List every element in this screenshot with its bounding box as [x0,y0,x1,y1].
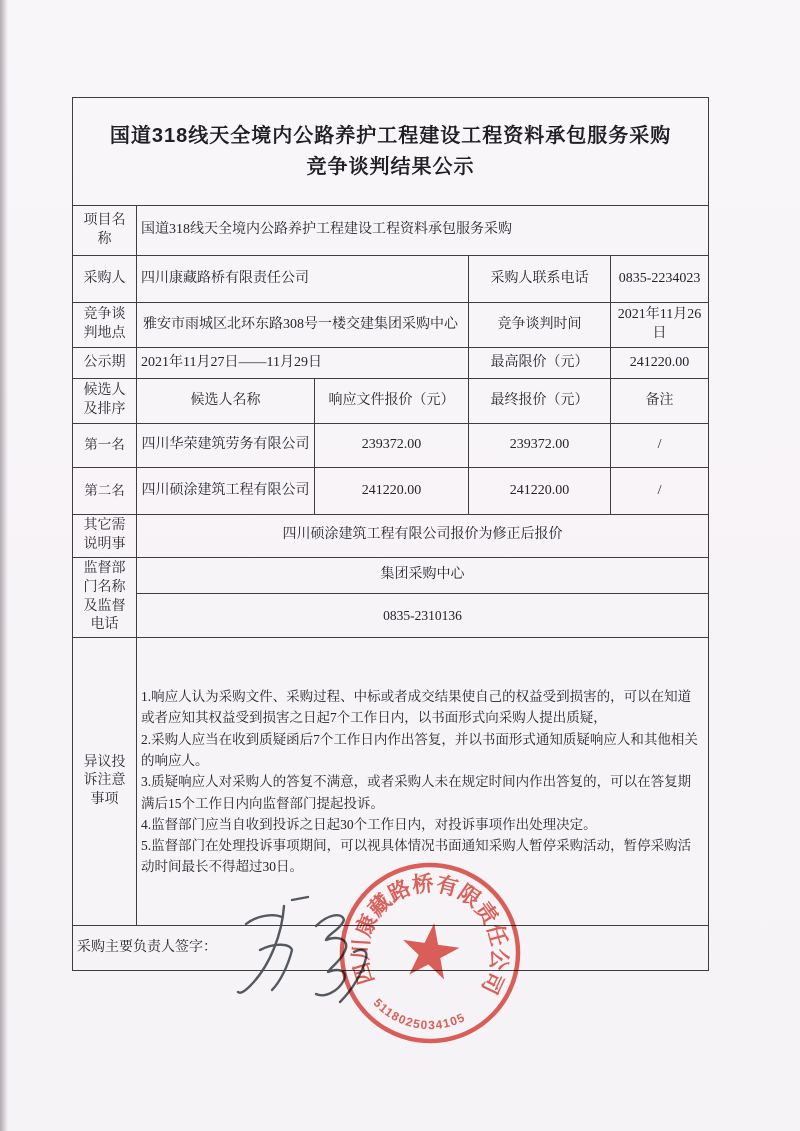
negotiation-row [73,303,709,348]
document-title [73,98,709,206]
candidates-header-row [73,379,709,424]
objection-item-3: 3.质疑响应人对采购人的答复不满意，或者采购人未在规定时间内作出答复的，可以在答复期满后15个工作日内向监督部门提起投诉。 [141,774,692,811]
signature-stroke [246,915,282,924]
publicity-label: 公示期 [73,348,137,379]
project-name-value: 国道318线天全境内公路养护工程建设工程资料承包服务采购 [137,206,709,256]
objection-item-1: 1.响应人认为采购文件、采购过程、中标或者成交结果使自己的权益受到损害的，可以在知道或者应知其权益受到损害之日起7个工作日内，以书面形式向采购人提出质疑， [141,688,692,726]
seal-company-text: 四川康藏路桥有限责任公司 [348,871,512,998]
candidate-1-final-price: 239372.00 [469,424,611,468]
project-name-row [73,206,709,256]
negotiation-time-value: 2021年11月26日 [611,303,709,348]
final-price-header: 最终报价（元） [469,379,611,424]
publicity-value: 2021年11月27日——11月29日 [137,348,469,379]
title-line-1: 国道318线天全境内公路养护工程建设工程资料承包服务采购 [109,124,672,147]
purchaser-phone-label: 采购人联系电话 [469,256,611,303]
doc-price-header: 响应文件报价（元） [315,379,469,424]
candidate-2-note: / [611,468,709,515]
signature-label: 采购主要负责人签字： [73,926,709,971]
project-name-label: 项目名称 [73,206,137,256]
title-row [73,98,709,206]
candidate-name-header: 候选人名称 [137,379,315,424]
objection-item-4: 4.监督部门应当自收到投诉之日起30个工作日内，对投诉事项作出处理决定。 [141,816,597,832]
signature-stroke [292,897,308,900]
note-header: 备注 [611,379,709,424]
supervision-department: 集团采购中心 [137,557,709,593]
negotiation-place-value: 雅安市雨城区北环东路308号一楼交建集团采购中心 [137,303,469,348]
seal-number-text: 5118025034105 [370,995,468,1033]
supervision-row-1 [73,557,709,593]
candidate-row-2 [73,468,709,515]
publicity-row [73,348,709,379]
candidate-2-rank: 第二名 [73,468,137,515]
candidate-2-doc-price: 241220.00 [315,468,469,515]
supervision-phone: 0835-2310136 [137,594,709,638]
scan-edge-shadow [0,0,8,1131]
supervision-row-2 [73,594,709,638]
purchaser-label: 采购人 [73,256,137,303]
max-price-value: 241220.00 [611,348,709,379]
candidate-1-note: / [611,424,709,468]
purchaser-phone-value: 0835-2234023 [611,256,709,303]
company-seal-stamp [323,846,538,1061]
title-line-2: 竞争谈判结果公示 [306,155,475,178]
objection-item-5: 5.监督部门在处理投诉事项期间，可以视具体情况书面通知采购人暂停采购活动，暂停采购活动时间最长不得超过30日。 [141,838,692,875]
objection-label: 异议投诉注意事项 [73,638,137,926]
other-notes-value: 四川硕涂建筑工程有限公司报价为修正后报价 [137,515,709,558]
max-price-label: 最高限价（元） [469,348,611,379]
candidate-2-final-price: 241220.00 [469,468,611,515]
negotiation-time-label: 竞争谈判时间 [469,303,611,348]
purchaser-row [73,256,709,303]
seal-star-icon [398,919,462,981]
procurement-result-table [72,97,709,971]
other-notes-label: 其它需说明事 [73,515,137,558]
negotiation-place-label: 竞争谈判地点 [73,303,137,348]
candidate-1-name: 四川华荣建筑劳务有限公司 [137,424,315,468]
candidate-1-rank: 第一名 [73,424,137,468]
other-notes-row [73,515,709,558]
candidate-row-1 [73,424,709,468]
purchaser-value: 四川康藏路桥有限责任公司 [137,256,469,303]
candidate-1-doc-price: 239372.00 [315,424,469,468]
candidate-2-name: 四川硕涂建筑工程有限公司 [137,468,315,515]
supervision-label: 监督部门名称及监督电话 [73,557,137,638]
candidates-rank-label: 候选人及排序 [73,379,137,424]
objection-item-2: 2.采购人应当在收到质疑函后7个工作日内作出答复，并以书面形式通知质疑响应人和其他相关的响应人。 [141,731,698,768]
